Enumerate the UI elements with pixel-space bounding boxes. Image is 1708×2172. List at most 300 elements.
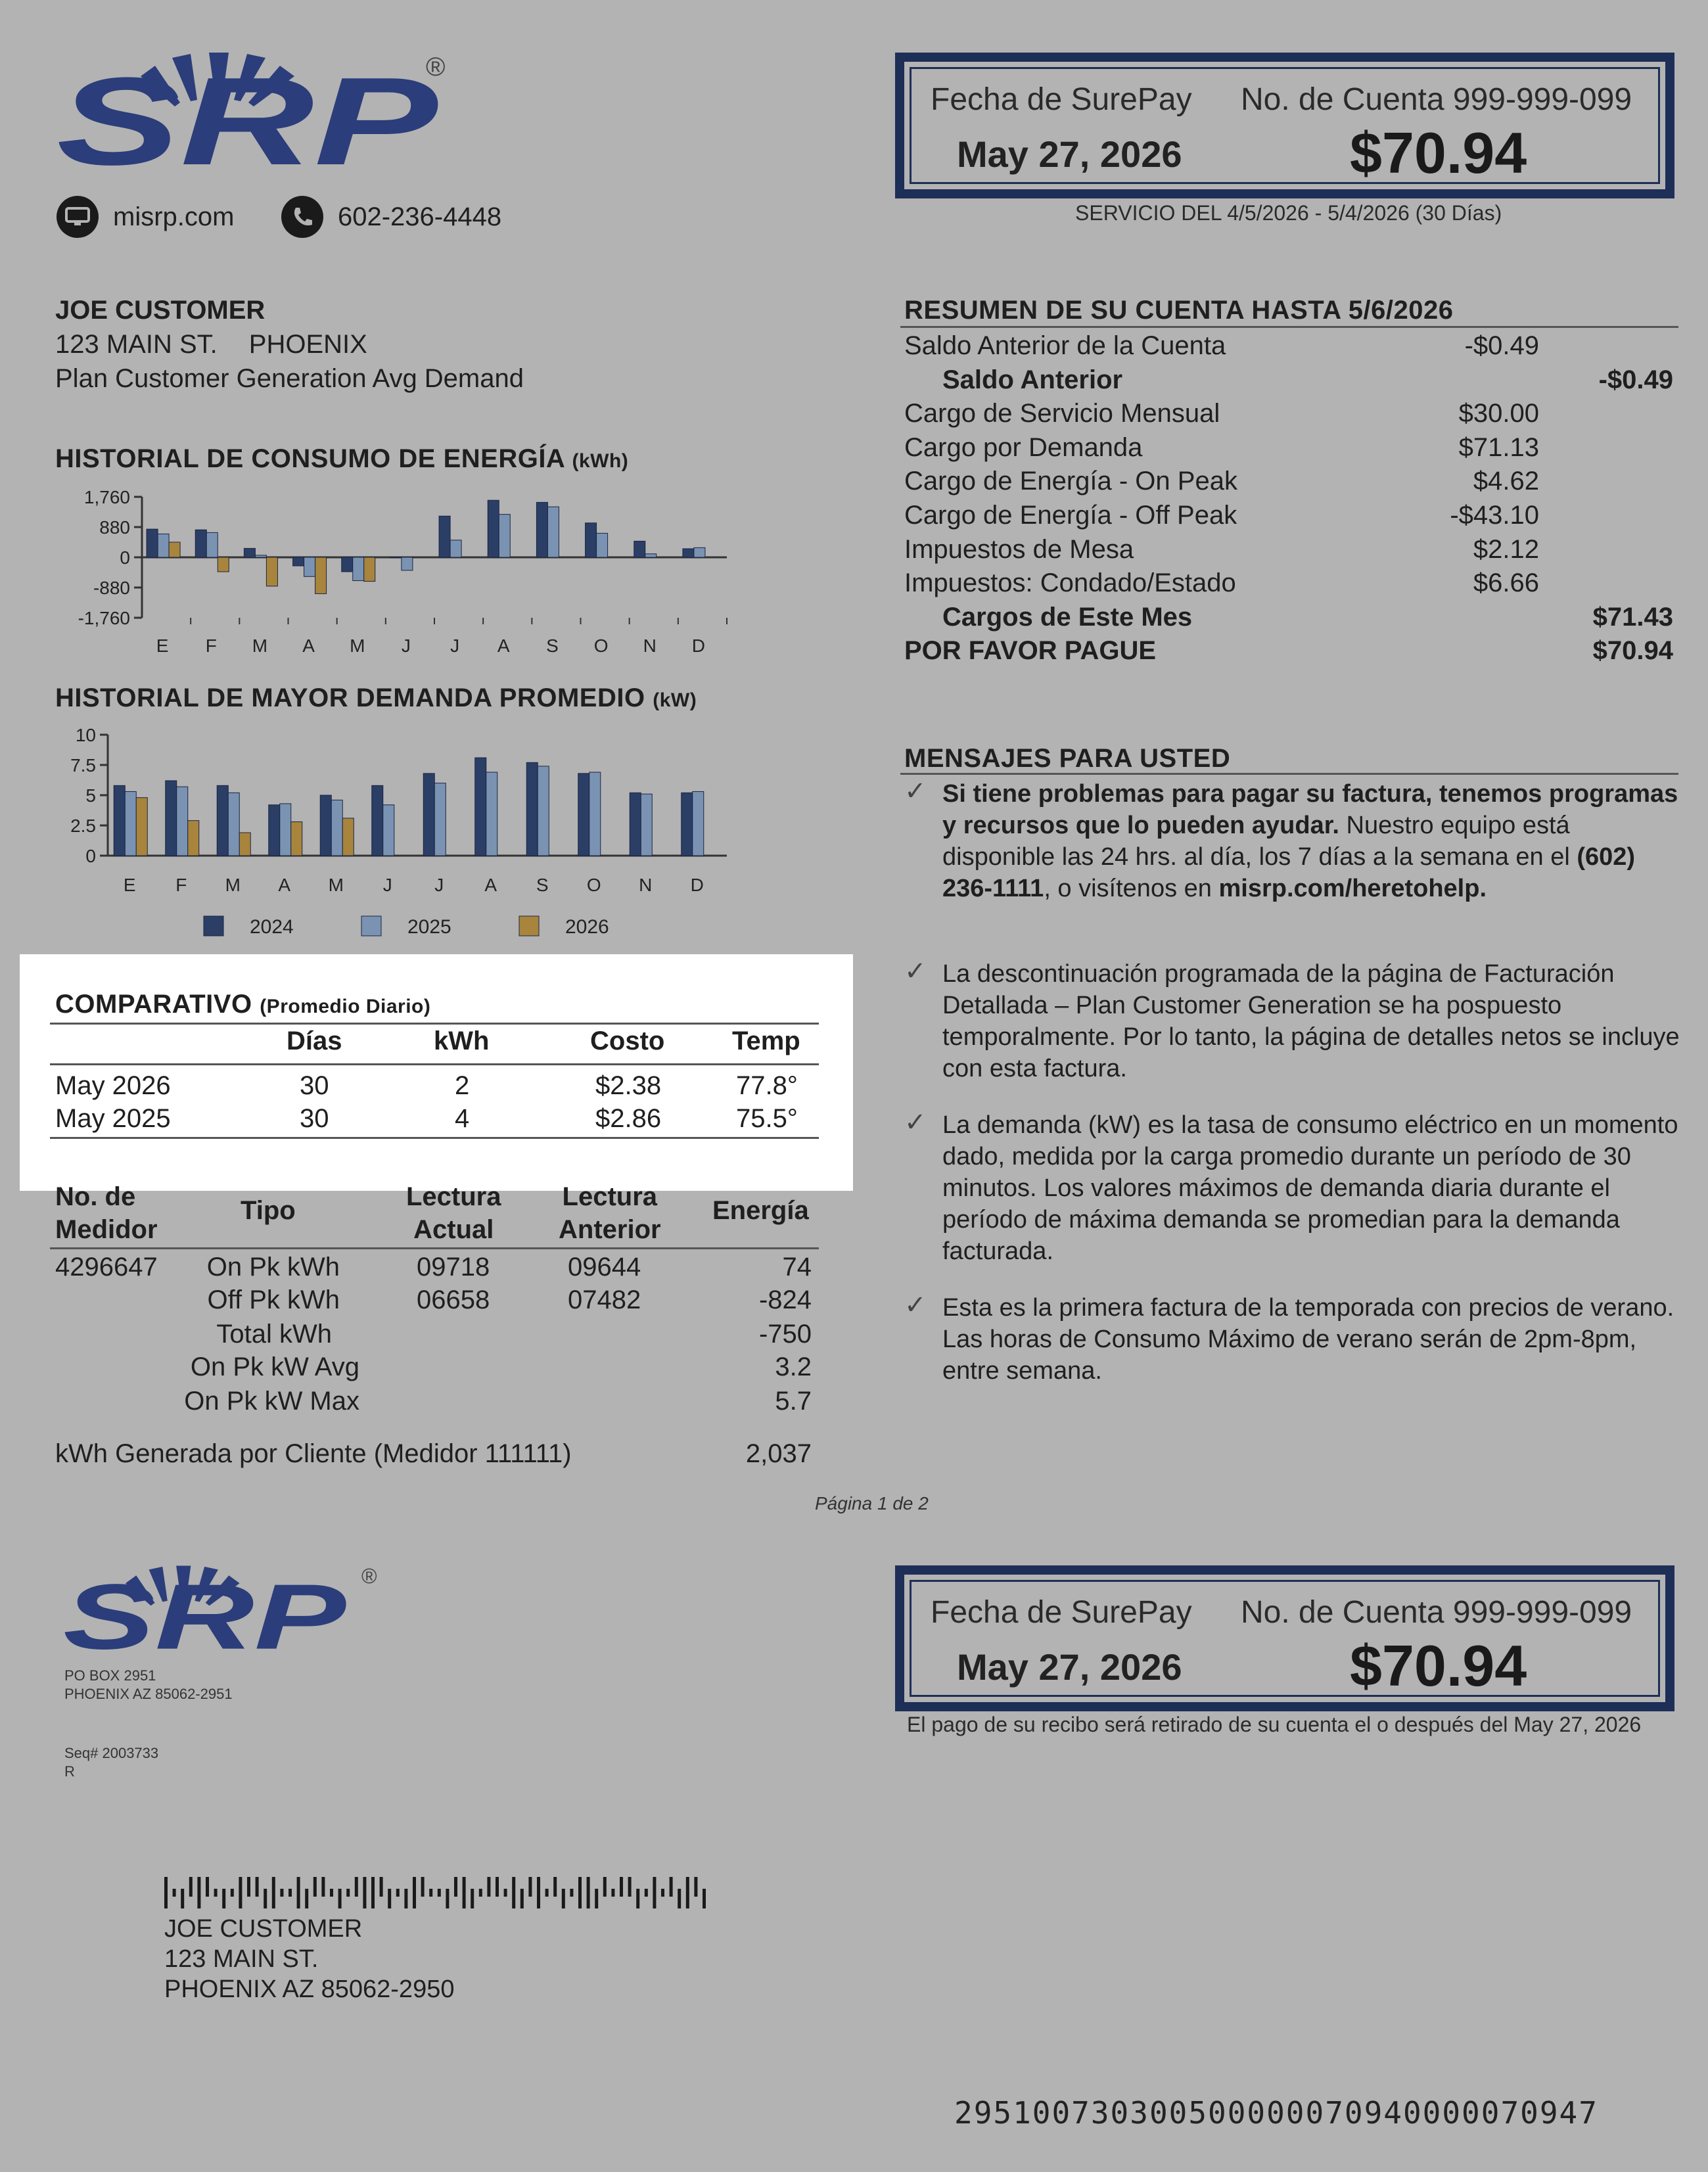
message-1-text2: , o visítenos en [1044,875,1219,902]
bar-2025 [383,805,394,856]
barcode-bar [297,1877,300,1908]
barcode-bar [222,1889,225,1908]
summary-row-label: Impuestos de Mesa [904,534,1134,564]
comp-row-temp: 75.5° [736,1104,798,1133]
summary-row-value: $71.13 [1458,432,1539,462]
barcode-bar [678,1889,681,1908]
x-tick-label: O [586,875,601,895]
bar-2025 [641,794,652,856]
bar-2025 [499,515,510,557]
message-2 [904,958,1680,1084]
bar-2024 [195,530,206,557]
message-2-text: La descontinuación programada de la página de Facturación Detallada – Plan Customer Generation se ha pospuesto temporalmente. Por lo tanto, la página de detalles netos se incluye con esta factura. [942,960,1680,1082]
summary-row-value: $4.62 [1473,467,1539,496]
meter-row-anterior: 09644 [568,1253,641,1282]
barcode-bar [247,1877,250,1897]
barcode-bar [496,1877,499,1897]
bar-2024 [217,785,228,856]
legend-swatch [361,916,381,936]
barcode-bar [520,1889,524,1908]
barcode-bar [553,1877,557,1897]
barcode-bar [694,1877,697,1897]
x-tick-label: N [639,875,653,895]
barcode-bar [388,1889,391,1908]
meter-header-number-1: No. de [55,1182,136,1211]
y-tick-label: 1,760 [83,487,130,507]
x-tick-label: M [328,875,344,895]
scanline: 295100730300500000070940000070947 [954,2095,1598,2131]
barcode-bar [214,1889,218,1897]
customer-plan: Plan Customer Generation Avg Demand [55,364,524,393]
x-tick-label: F [175,875,187,895]
payment-note: El pago de su recibo será retirado de su cuenta el o después del May 27, 2026 [907,1713,1642,1736]
mailing-city: PHOENIX AZ 85062-2950 [164,1976,455,2003]
bar-2024 [630,793,641,856]
message-1-phone: (602) 236-1111 [942,843,1636,902]
account-number: No. de Cuenta 999-999-099 [1241,82,1632,117]
demand-history-chart [39,719,736,942]
message-3-text: La demanda (kW) es la tasa de consumo eléctrico en un momento dado, medida por la carga promedio durante un período de 30 minutos. Los valores máximos de demanda diaria durante el período de máxima demanda se promedian para la demanda facturada. [942,1111,1678,1265]
bar-2024 [526,762,538,856]
barcode-bar [181,1889,184,1908]
summary-row-label: Cargo por Demanda [904,432,1143,462]
barcode-bar [537,1877,540,1908]
bar-2025 [645,554,657,557]
y-tick-label: -1,760 [78,608,130,628]
surepay-date: May 27, 2026 [957,133,1182,175]
barcode-bar [587,1877,590,1908]
service-period: SERVICIO DEL 4/5/2026 - 5/4/2026 (30 Días) [1075,201,1502,225]
barcode-bar [512,1877,515,1908]
barcode-bar [528,1877,532,1897]
summary-row-value: -$0.49 [1464,331,1539,360]
message-1-link[interactable]: misrp.com/heretohelp. [1218,875,1487,902]
summary-row [904,399,1673,433]
barcode-bar [570,1889,573,1897]
comp-row-costo: $2.38 [595,1071,662,1100]
barcode-bar [487,1877,490,1897]
bar-2024 [578,774,589,856]
surepay-date-label: Fecha de SurePay [931,1595,1192,1630]
x-tick-label: S [546,635,559,656]
summary-row-label: Impuestos: Condado/Estado [904,568,1236,598]
monitor-icon [57,196,99,238]
website-contact[interactable] [57,196,234,238]
summary-row [904,331,1673,365]
x-tick-label: O [593,635,609,656]
x-tick-label: E [156,635,169,656]
meter-header-actual-2: Actual [413,1215,494,1244]
legend-swatch [519,916,539,936]
bar-2024 [439,516,450,557]
energy-history-title [55,444,628,474]
meter-row-energia: -750 [758,1320,812,1349]
x-tick-label: S [536,875,549,895]
meter-row-tipo: On Pk kW Avg [190,1352,359,1381]
summary-row [904,467,1673,501]
barcode-bar [396,1889,400,1897]
barcode-bar [438,1889,441,1897]
check-icon: ✓ [904,1291,927,1320]
customer-info [55,293,524,396]
bar-2026 [315,557,327,593]
barcode-bar [355,1877,358,1897]
barcode-bar [338,1889,342,1908]
meter-header-number-2: Medidor [55,1215,158,1244]
summary-row-value: $30.00 [1458,399,1539,428]
surepay-date: May 27, 2026 [957,1646,1182,1688]
bar-2024 [423,774,434,856]
bar-2024 [475,758,486,856]
bar-2026 [364,557,375,582]
bar-2024 [681,793,693,856]
meter-header-anterior [559,1180,661,1246]
demand-history-title [55,683,697,713]
message-4 [904,1292,1680,1387]
seq-line: Seq# 2003733 [64,1745,159,1761]
seq-r-line: R [64,1763,75,1780]
x-tick-label: M [225,875,241,895]
meter-row-anterior: 07482 [568,1285,641,1314]
barcode-bar [628,1877,632,1897]
y-tick-label: 880 [99,517,130,538]
barcode-bar [454,1877,457,1897]
srp-logo [57,47,464,172]
barcode-bar [313,1877,317,1897]
meter-header-actual [406,1180,501,1246]
postal-barcode [164,1876,723,1910]
mailing-address [164,1914,454,2004]
bar-2025 [538,766,549,856]
summary-row [904,568,1673,603]
bar-2025 [434,783,446,856]
barcode-bar [670,1877,673,1897]
barcode-bar [189,1877,193,1897]
bar-2025 [331,800,342,856]
meter-number: 4296647 [55,1253,158,1282]
y-tick-label: 10 [75,725,96,745]
bar-2024 [244,548,255,557]
website-text: misrp.com [113,202,235,231]
customer-address: 123 MAIN ST. [55,330,218,359]
summary-row [904,636,1673,670]
summary-row [904,365,1673,400]
barcode-bar [429,1889,432,1897]
barcode-bar [197,1877,200,1908]
barcode-bar [264,1889,267,1908]
x-tick-label: N [643,635,657,656]
demand-history-title-text: HISTORIAL DE MAYOR DEMANDA PROMEDIO [55,683,645,712]
meter-row-tipo: Total kWh [216,1320,332,1349]
po-box-line: PO BOX 2951 [64,1667,156,1684]
meter-rule [50,1247,819,1249]
customer-city: PHOENIX [248,330,367,359]
barcode-bar [446,1889,449,1908]
x-tick-label: E [123,875,136,895]
legend-swatch [204,916,223,936]
legend-label: 2026 [565,916,609,938]
bar-2025 [304,557,315,576]
barcode-bar [305,1889,308,1908]
comp-row-costo: $2.86 [595,1104,662,1133]
comp-row-period: May 2025 [55,1104,171,1133]
messages-title: MENSAJES PARA USTED [904,744,1231,773]
x-tick-label: M [350,635,365,656]
summary-row-value: -$0.49 [1598,365,1673,394]
check-icon: ✓ [904,777,927,806]
summary-title: RESUMEN DE SU CUENTA HASTA 5/6/2026 [904,296,1454,325]
bar-2024 [372,785,383,856]
barcode-bar [603,1877,607,1897]
bar-2025 [402,557,413,570]
bar-2024 [683,549,694,557]
x-tick-label: J [382,875,392,895]
bar-2026 [188,821,199,856]
comp-row-kwh: 4 [455,1104,470,1133]
bar-2024 [536,502,547,557]
po-city-line: PHOENIX AZ 85062-2951 [64,1686,233,1702]
registered-mark-small: ® [361,1564,377,1588]
bar-2025 [125,791,136,856]
bar-2025 [353,557,364,581]
x-tick-label: J [401,635,411,656]
bar-2024 [634,541,645,557]
check-icon: ✓ [904,957,927,986]
messages-rule [900,773,1678,775]
barcode-bar [479,1889,482,1897]
comparativo-rule-mid [50,1063,819,1065]
account-number: No. de Cuenta 999-999-099 [1241,1595,1632,1630]
summary-row-label: Cargo de Energía - On Peak [904,467,1237,496]
header-temp: Temp [732,1027,800,1055]
bar-2025 [589,772,601,856]
barcode-bar [413,1877,416,1908]
message-1-bold: Si tiene problemas para pagar su factura, tenemos programas y recursos que lo pueden ayudar. [942,780,1678,839]
summary-row [904,501,1673,535]
surepay-date-label: Fecha de SurePay [931,82,1192,117]
generated-label: kWh Generada por Cliente (Medidor 111111) [55,1439,572,1468]
barcode-bar [280,1889,283,1897]
bar-2025 [597,533,608,557]
logo-text: SRP [57,52,438,172]
barcode-bar [421,1877,425,1897]
barcode-bar [653,1877,656,1908]
comp-row-period: May 2026 [55,1071,171,1100]
summary-row-label: Cargos de Este Mes [942,602,1193,632]
barcode-bar [545,1889,549,1897]
registered-mark: ® [426,53,446,81]
bar-2026 [218,557,229,572]
summary-row-label: Saldo Anterior [942,365,1123,394]
bar-2024 [269,805,280,856]
barcode-bar [363,1877,366,1908]
comparativo-rule-top [50,1023,819,1025]
bar-2024 [114,785,125,856]
barcode-bar [330,1889,333,1897]
comparativo-subtitle: (Promedio Diario) [260,996,431,1017]
barcode-bar [686,1877,689,1908]
comp-row-kwh: 2 [455,1071,470,1100]
comp-row-dias: 30 [300,1104,329,1133]
phone-text: 602-236-4448 [338,202,502,231]
barcode-bar [636,1889,639,1908]
barcode-bar [611,1889,614,1897]
x-tick-label: J [434,875,444,895]
bar-2025 [280,804,291,856]
seq-number [64,1744,158,1781]
legend-label: 2024 [250,916,294,938]
logo-text-small: SRP [63,1564,347,1657]
bar-2024 [293,557,304,566]
y-tick-label: 5 [85,785,96,806]
summary-row [904,535,1673,569]
bar-2024 [320,795,331,856]
comp-row-temp: 77.8° [736,1071,798,1100]
phone-icon [281,196,323,238]
header-costo: Costo [590,1027,665,1055]
barcode-bar [206,1877,209,1897]
bar-2025 [450,540,461,557]
bar-2026 [342,818,354,856]
header-dias: Días [287,1027,342,1055]
bar-2025 [158,534,169,557]
y-tick-label: 7.5 [70,755,96,775]
energy-history-chart [39,480,736,664]
barcode-bar [578,1877,582,1908]
bar-2024 [586,523,597,557]
meter-row-energia: 5.7 [775,1387,812,1416]
y-tick-label: 0 [85,846,96,866]
summary-row-label: Cargo de Energía - Off Peak [904,501,1237,530]
bar-2024 [166,781,177,856]
y-tick-label: -880 [93,578,130,598]
barcode-bar [346,1889,350,1897]
meter-header-anterior-2: Anterior [559,1215,661,1244]
mailing-name: JOE CUSTOMER [164,1915,363,1943]
summary-row-value: $71.43 [1592,602,1673,632]
message-1 [904,778,1680,904]
bar-2025 [177,787,188,856]
meter-row-actual: 09718 [417,1253,490,1282]
comparativo-title-text: COMPARATIVO [55,990,252,1019]
barcode-bar [289,1889,292,1897]
energy-history-unit: (kWh) [572,450,629,472]
bar-2025 [693,791,704,856]
legend-label: 2025 [407,916,451,938]
bar-2024 [488,500,499,557]
bar-2025 [255,555,266,557]
comp-row-dias: 30 [300,1071,329,1100]
meter-row-tipo: Off Pk kWh [207,1285,340,1314]
surepay-box-top [895,53,1674,198]
amount-due: $70.94 [1350,1633,1527,1698]
barcode-bar [164,1877,168,1908]
phone-contact[interactable] [281,196,501,238]
summary-row-label: Saldo Anterior de la Cuenta [904,331,1226,360]
bar-2026 [169,542,180,557]
bar-2026 [239,833,250,856]
barcode-bar [504,1889,507,1897]
barcode-bar [239,1877,242,1908]
barcode-bar [371,1877,375,1908]
x-tick-label: A [302,635,315,656]
po-box [64,1667,233,1703]
x-tick-label: D [691,635,706,656]
meter-header-actual-1: Lectura [406,1182,501,1211]
barcode-bar [595,1889,598,1908]
barcode-bar [231,1889,234,1897]
summary-row-label: Cargo de Servicio Mensual [904,399,1220,428]
meter-row-energia: 3.2 [775,1352,812,1381]
y-tick-label: 2.5 [70,816,96,836]
demand-history-unit: (kW) [653,689,697,711]
meter-header-energia: Energía [712,1196,809,1225]
summary-rule [900,326,1678,328]
barcode-bar [661,1889,664,1897]
x-tick-label: A [278,875,291,895]
energy-history-title-text: HISTORIAL DE CONSUMO DE ENERGÍA [55,444,565,473]
amount-due: $70.94 [1350,120,1527,185]
meter-header-anterior-1: Lectura [562,1182,658,1211]
meter-header-tipo: Tipo [241,1196,296,1225]
check-icon: ✓ [904,1108,927,1137]
x-tick-label: J [450,635,460,656]
meter-row-tipo: On Pk kW Max [184,1387,359,1416]
meter-header-number [55,1180,158,1246]
summary-row-value: -$43.10 [1450,501,1539,530]
meter-row-energia: -824 [758,1285,812,1314]
barcode-bar [404,1889,407,1908]
x-tick-label: A [497,635,510,656]
summary-row-value: $70.94 [1592,636,1673,666]
mailing-street: 123 MAIN ST. [164,1945,319,1973]
comparativo-rule-bottom [50,1137,819,1139]
bar-2025 [694,547,705,557]
barcode-bar [645,1889,648,1897]
meter-row-tipo: On Pk kWh [206,1253,340,1282]
bar-2025 [547,507,559,557]
barcode-bar [620,1877,623,1897]
summary-row-label: POR FAVOR PAGUE [904,636,1157,666]
summary-row-value: $2.12 [1473,534,1539,564]
x-tick-label: M [252,635,268,656]
bar-2024 [342,557,353,572]
page-number: Página 1 de 2 [815,1493,929,1513]
barcode-bar [562,1889,565,1908]
header-kwh: kWh [434,1027,490,1055]
bar-2025 [228,793,239,856]
meter-row-actual: 06658 [417,1285,490,1314]
summary-row-value: $6.66 [1473,568,1539,598]
message-4-text: Esta es la primera factura de la temporada con precios de verano. Las horas de Consumo Máximo de verano serán de 2pm-8pm, entre semana. [942,1294,1674,1385]
summary-row [904,603,1673,637]
barcode-bar [321,1877,325,1897]
comparativo-title [55,990,430,1019]
bar-2026 [266,557,277,586]
bar-2024 [390,557,402,558]
barcode-bar [256,1877,259,1897]
srp-logo-small [63,1559,365,1657]
x-tick-label: F [205,635,217,656]
bar-2025 [486,772,497,856]
customer-name: JOE CUSTOMER [55,296,265,325]
barcode-bar [471,1889,474,1908]
generated-value: 2,037 [745,1439,812,1468]
meter-row-energia: 74 [782,1253,812,1282]
barcode-bar [380,1877,383,1897]
x-tick-label: D [690,875,704,895]
surepay-box-bottom [895,1565,1674,1711]
